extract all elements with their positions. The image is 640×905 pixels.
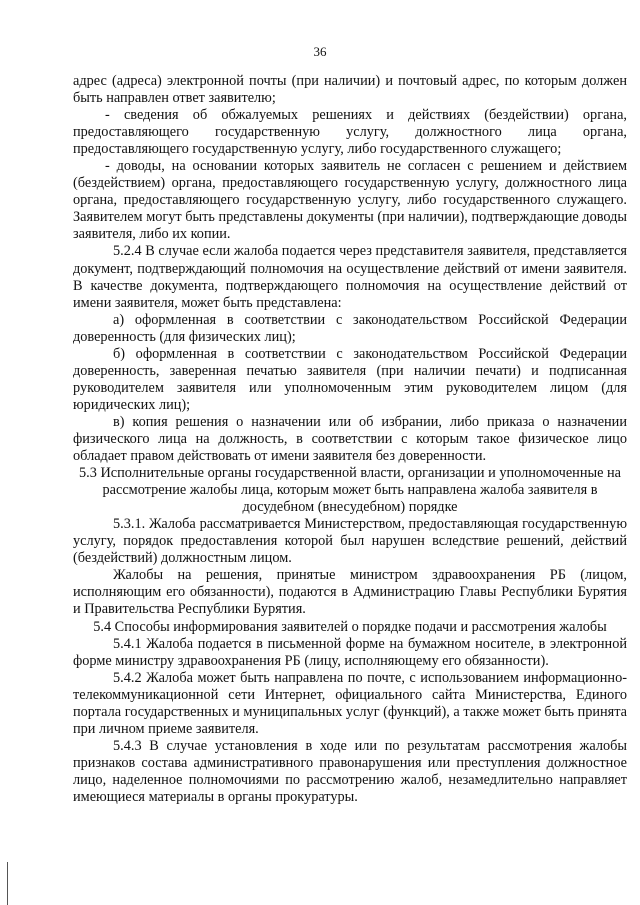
paragraph-5-4-1: 5.4.1 Жалоба подается в письменной форме на бумажном носителе, в электронной форме министру здравоохранения РБ (лицу, исполняющему его обязанности).	[73, 635, 627, 669]
paragraph-complaints-minister: Жалобы на решения, принятые министром здравоохранения РБ (лицом, исполняющим его обязанности), подаются в Администрацию Главы Республики Бурятия и Правительства Республики Бурятия.	[73, 567, 627, 618]
scan-edge-line	[7, 862, 8, 905]
paragraph-item-b: б) оформленная в соответствии с законодательством Российской Федерации доверенность, заверенная печатью заявителя (при наличии печати) и подписанная руководителем заявителя или уполномоченным этим руководителем лицом (для юридических лиц);	[73, 345, 627, 413]
paragraph-5-3-1: 5.3.1. Жалоба рассматривается Министерством, предоставляющая государственную услугу, порядок предоставления которой был нарушен вследствие решений, действий (бездействий) должностным лицом.	[73, 516, 627, 567]
paragraph-item-a: а) оформленная в соответствии с законодательством Российской Федерации доверенность (для физических лиц);	[73, 311, 627, 345]
paragraph-item-v: в) копия решения о назначении или об избрании, либо приказа о назначении физического лица на должность, в соответствии с которым такое физическое лицо обладает правом действовать от имени заявителя без доверенности.	[73, 413, 627, 465]
paragraph-appealed-decisions: - сведения об обжалуемых решениях и действиях (бездействии) органа, предоставляющего государственную услугу, должностного лица органа, предоставляющего государственную услугу, либо государственного служащего;	[73, 107, 627, 158]
paragraph-5-2-4: 5.2.4 В случае если жалоба подается через представителя заявителя, представляется документ, подтверждающий полномочия на осуществление действий от имени заявителя. В качестве документа, подтверждающего полномочия на осуществление действий от имени заявителя, может быть представлена:	[73, 243, 627, 311]
section-heading-5-4: 5.4 Способы информирования заявителей о порядке подачи и рассмотрения жалобы	[93, 618, 607, 635]
paragraph-contact-address: адрес (адреса) электронной почты (при наличии) и почтовый адрес, по которым должен быть направлен ответ заявителю;	[73, 73, 627, 107]
paragraph-5-4-3: 5.4.3 В случае установления в ходе или по результатам рассмотрения жалобы признаков состава административного правонарушения или преступления должностное лицо, наделенное полномочиями по рассмотрению жалоб, незамедлительно направляет имеющиеся материалы в органы прокуратуры.	[73, 737, 627, 805]
paragraph-arguments: - доводы, на основании которых заявитель не согласен с решением и действием (бездействием) органа, предоставляющего государственную услугу, должностного лица органа, предоставляющего государственную услугу, либо государственного служащего. Заявителем могут быть представлены документы (при наличии), подтверждающие доводы заявителя, либо их копии.	[73, 158, 627, 243]
paragraph-5-4-2: 5.4.2 Жалоба может быть направлена по почте, с использованием информационно-телекоммуникационной сети Интернет, официального сайта Министерства, Единого портала государственных и муниципальных услуг (функций), а также может быть принята при личном приеме заявителя.	[73, 669, 628, 737]
page-body	[73, 73, 627, 806]
page-number: 36	[313, 44, 327, 59]
section-heading-5-3: 5.3 Исполнительные органы государственной власти, организации и уполномоченные на рассмотрение жалобы лица, которым может быть направлена жалоба заявителя в досудебном (внесудебном) порядке	[79, 465, 621, 516]
